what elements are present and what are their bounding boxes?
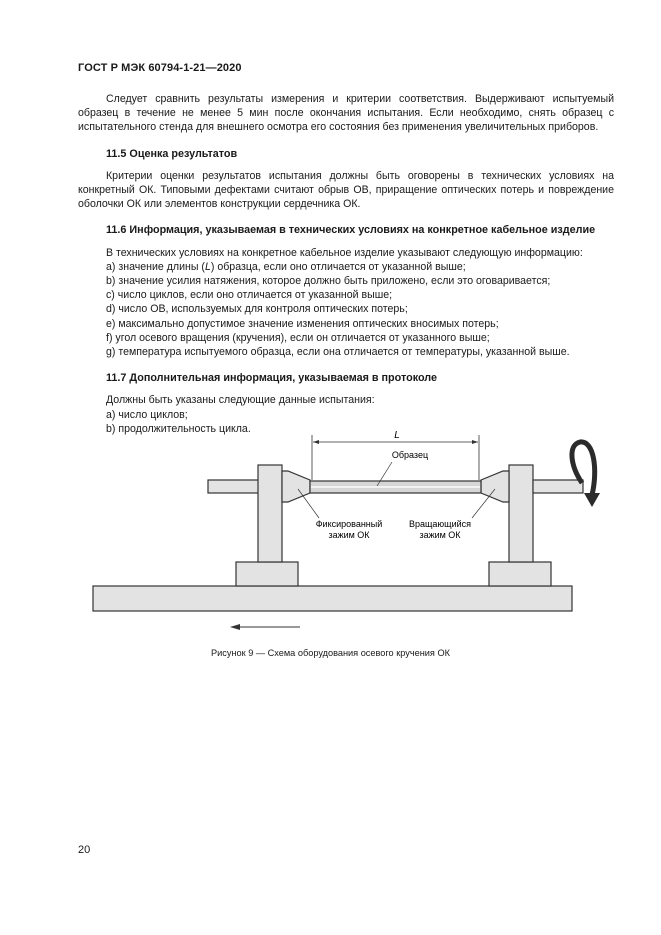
intro-paragraph: Следует сравнить результаты измерения и критерии соответствия. Выдерживают испытуемый образец в течение не менее 5 мин после окончания испытания. Если необходимо, снять образец с испытательного стенда для внешнего осмотра его состояния без применения увеличительных приборов. — [78, 93, 614, 134]
section-11-5-paragraph: Критерии оценки результатов испытания должны быть оговорены в технических условиях на конкретный ОК. Типовыми дефектами считают обрыв ОВ, приращение оптических потерь и повреждение оболочки ОК или элементов конструкции сердечника ОК. — [78, 169, 614, 211]
list-item: c) число циклов, если оно отличается от указанной выше; — [106, 289, 393, 302]
list-item: g) температура испытуемого образца, если она отличается от температуры, указанной выше. — [106, 346, 570, 359]
rotating-clamp-label: зажим ОК — [419, 530, 461, 540]
rotating-clamp-label: Вращающийся — [408, 519, 472, 529]
rotation-arrow-icon — [572, 442, 600, 507]
document-body — [78, 92, 614, 436]
right-shaft — [533, 480, 583, 493]
list-item: b) продолжительность цикла. — [106, 422, 251, 435]
fixed-clamp — [282, 471, 310, 502]
section-11-6-intro: В технических условиях на конкретное кабельное изделие указывают следующую информацию: — [106, 246, 583, 259]
section-11-7-heading: 11.7 Дополнительная информация, указываемая в протоколе — [106, 372, 438, 385]
rotating-clamp — [481, 471, 509, 502]
figure-caption: Рисунок 9 — Схема оборудования осевого кручения ОК — [211, 648, 450, 658]
sample-label: Образец — [391, 450, 429, 460]
left-post — [258, 465, 282, 562]
document-header: ГОСТ Р МЭК 60794-1-21—2020 — [78, 62, 242, 74]
length-label: L — [394, 430, 400, 441]
fixed-clamp-label: Фиксированный — [315, 519, 383, 529]
torsion-test-diagram — [0, 425, 661, 665]
list-item: f) угол осевого вращения (кручения), если он отличается от указанного выше; — [106, 331, 490, 344]
list-item: b) значение усилия натяжения, которое должно быть приложено, если это оговаривается; — [106, 275, 551, 288]
section-11-5-heading: 11.5 Оценка результатов — [106, 147, 238, 160]
section-11-6-heading: 11.6 Информация, указываемая в технических условиях на конкретное кабельное изделие — [106, 224, 596, 237]
list-item: d) число ОВ, используемых для контроля оптических потерь; — [106, 303, 408, 316]
translation-arrow-icon — [230, 624, 300, 630]
left-foot — [236, 562, 298, 586]
fixed-clamp-label: зажим ОК — [328, 530, 370, 540]
base-plate — [93, 586, 572, 611]
list-item: e) максимально допустимое значение изменения оптических вносимых потерь; — [106, 317, 499, 330]
right-foot — [489, 562, 551, 586]
section-11-7-intro: Должны быть указаны следующие данные испытания: — [106, 394, 375, 407]
page-number: 20 — [78, 844, 91, 856]
right-post — [509, 465, 533, 562]
list-item: a) число циклов; — [106, 408, 188, 421]
list-item: a) значение длины (L) образца, если оно отличается от указанной выше; — [106, 260, 466, 273]
